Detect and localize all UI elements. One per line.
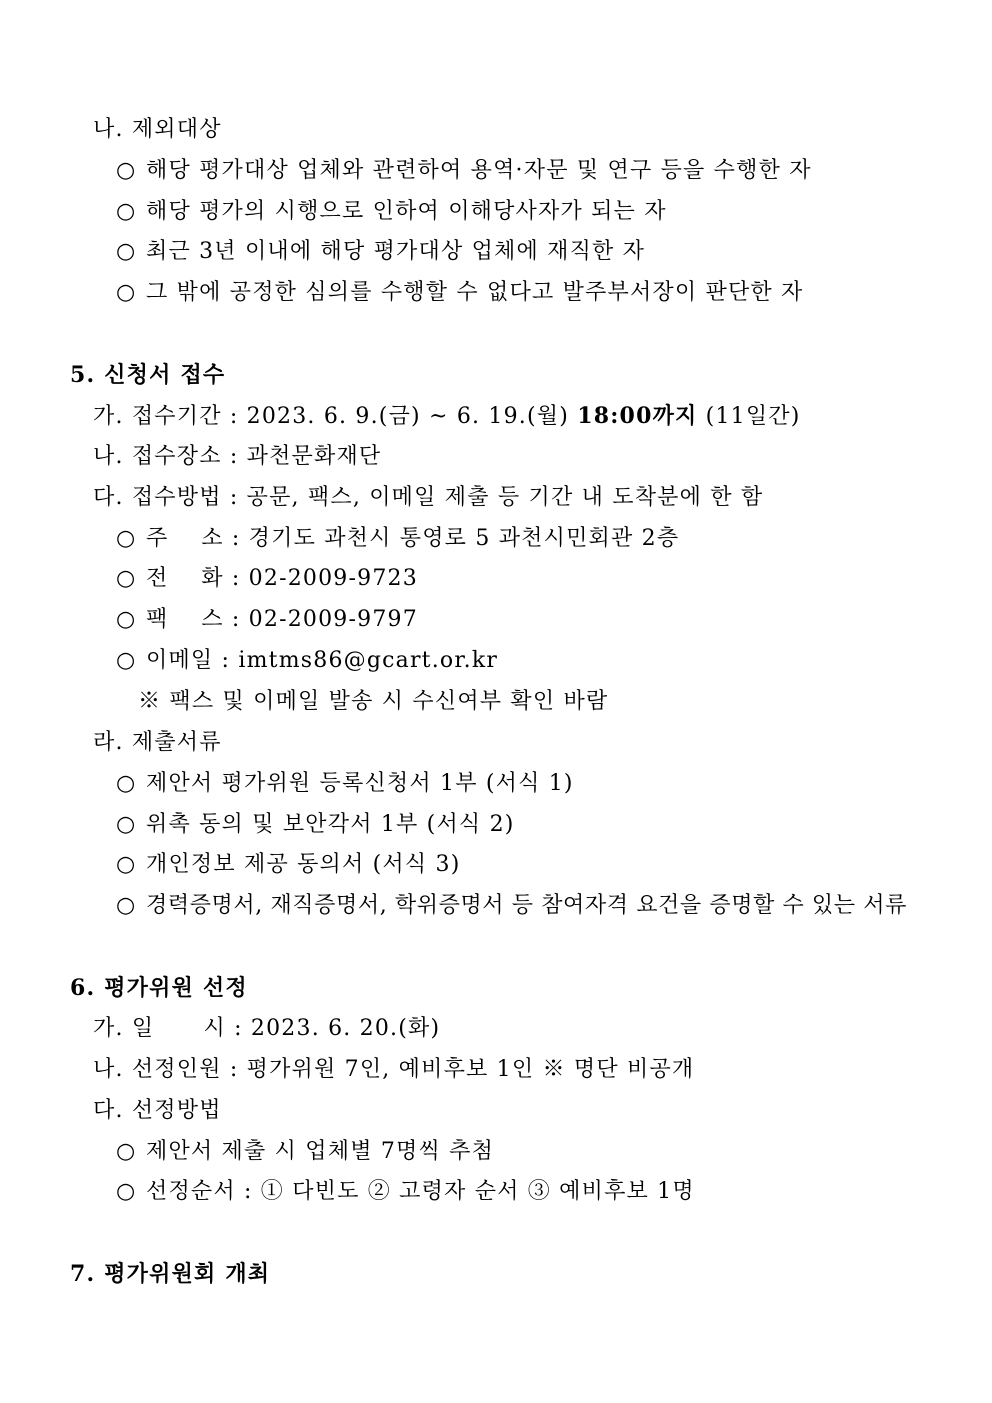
section-5-title: 5. 신청서 접수 <box>70 362 226 388</box>
circle-bullet-icon: ○ <box>116 280 137 305</box>
section-7-title: 7. 평가위원회 개최 <box>70 1261 271 1287</box>
circle-bullet-icon: ○ <box>116 607 137 632</box>
circle-bullet-icon: ○ <box>116 893 136 918</box>
address-item: ○ 주 소 : 경기도 과천시 통영로 5 과천시민회관 2층 <box>116 524 679 554</box>
application-method: 다. 접수방법 : 공문, 팩스, 이메일 제출 등 기간 내 도착분에 한 함 <box>93 485 764 510</box>
list-item: ○ 그 밖에 공정한 심의를 수행할 수 없다고 발주부서장이 판단한 자 <box>116 278 804 308</box>
email-note: ※ 팩스 및 이메일 발송 시 수신여부 확인 바람 <box>138 689 609 714</box>
selection-count: 나. 선정인원 : 평가위원 7인, 예비후보 1인 ※ 명단 비공개 <box>93 1057 695 1082</box>
circle-bullet-icon: ○ <box>116 648 137 673</box>
circle-bullet-icon: ○ <box>116 852 137 877</box>
email-item: ○ 이메일 : imtms86@gcart.or.kr <box>116 646 498 676</box>
list-item: ○ 경력증명서, 재직증명서, 학위증명서 등 참여자격 요건을 증명할 수 있는 서류 <box>116 891 907 921</box>
phone-item: ○ 전 화 : 02-2009-9723 <box>116 564 418 594</box>
circle-bullet-icon: ○ <box>116 1139 137 1164</box>
selection-method-heading: 다. 선정방법 <box>93 1098 222 1123</box>
documents-heading: 라. 제출서류 <box>93 730 222 755</box>
circle-bullet-icon: ○ <box>116 239 137 264</box>
list-item: ○ 해당 평가대상 업체와 관련하여 용역·자문 및 연구 등을 수행한 자 <box>116 156 812 186</box>
circle-bullet-icon: ○ <box>116 566 137 591</box>
list-item: ○ 해당 평가의 시행으로 인하여 이해당사자가 되는 자 <box>116 197 667 227</box>
circle-bullet-icon: ○ <box>116 526 137 551</box>
list-item: ○ 제안서 제출 시 업체별 7명씩 추첨 <box>116 1137 494 1167</box>
circle-bullet-icon: ○ <box>116 199 137 224</box>
circle-bullet-icon: ○ <box>116 1179 137 1204</box>
circle-bullet-icon: ○ <box>116 771 137 796</box>
list-item: ○ 위촉 동의 및 보안각서 1부 (서식 2) <box>116 810 515 840</box>
list-item: ○ 최근 3년 이내에 해당 평가대상 업체에 재직한 자 <box>116 237 645 267</box>
list-item: ○ 제안서 평가위원 등록신청서 1부 (서식 1) <box>116 769 574 799</box>
selection-date: 가. 일 시 : 2023. 6. 20.(화) <box>93 1016 441 1041</box>
fax-item: ○ 팩 스 : 02-2009-9797 <box>116 605 418 635</box>
exclusion-heading: 나. 제외대상 <box>93 117 222 142</box>
application-place: 나. 접수장소 : 과천문화재단 <box>93 444 382 469</box>
circle-bullet-icon: ○ <box>116 812 137 837</box>
list-item: ○ 개인정보 제공 동의서 (서식 3) <box>116 850 461 880</box>
circle-bullet-icon: ○ <box>116 158 137 183</box>
list-item: ○ 선정순서 : ① 다빈도 ② 고령자 순서 ③ 예비후보 1명 <box>116 1177 695 1207</box>
application-period: 가. 접수기간 : 2023. 6. 9.(금) ~ 6. 19.(월) 18:00까지 (11일간) <box>93 403 801 429</box>
section-6-title: 6. 평가위원 선정 <box>70 975 248 1001</box>
